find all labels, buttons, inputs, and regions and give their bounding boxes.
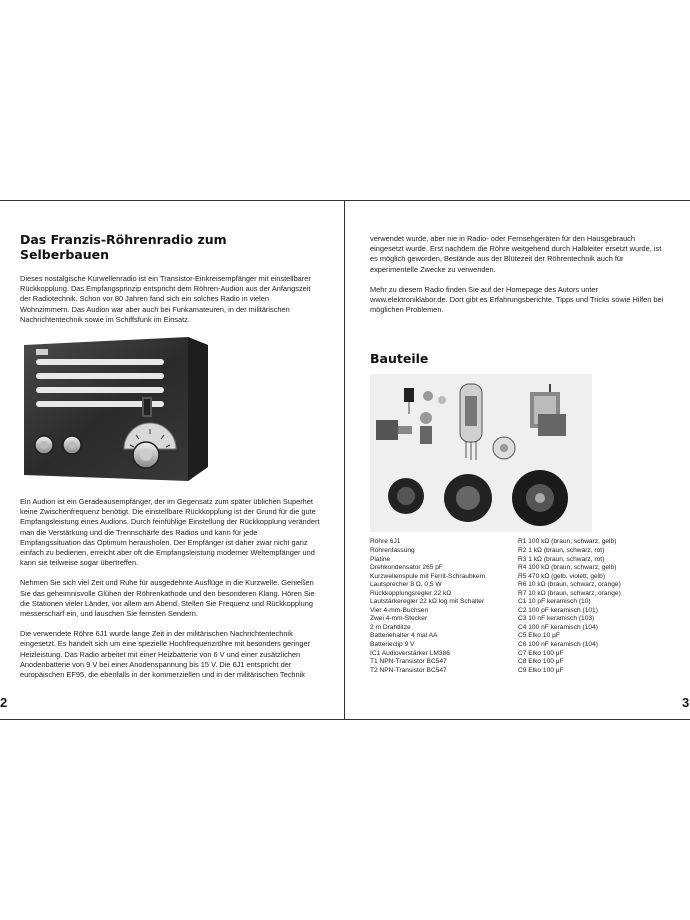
list-item: Lautsprecher 8 Ω, 0,5 W: [370, 581, 442, 589]
page-number-right: 3: [682, 695, 690, 710]
list-item: C9 Elko 100 µF: [518, 666, 564, 674]
list-item: C1 10 pF keramisch (10): [518, 598, 591, 606]
list-item: R1 100 kΩ (braun, schwarz, gelb): [518, 538, 617, 546]
list-item: R6 10 kΩ (braun, schwarz, orange): [518, 581, 621, 589]
list-item: Rückkopplungsregler 22 kΩ: [370, 589, 452, 597]
list-item: Batteriehalter 4 mal AA: [370, 632, 438, 640]
list-item: R3 1 kΩ (braun, schwarz, rot): [518, 555, 605, 563]
list-item: C8 Elko 100 µF: [518, 658, 564, 666]
right-page: [370, 234, 670, 675]
list-item: Kurzwellenspule mit Ferrit-Schraubkern: [370, 572, 486, 580]
parts-list: [370, 538, 670, 675]
list-item: R2 1 kΩ (braun, schwarz, rot): [518, 546, 605, 554]
section-title-bauteile: Bauteile: [370, 351, 429, 367]
body-paragraph-3: Die verwendete Röhre 6J1 wurde lange Zeit in der militärischen Nachrichtentechnik eingesetzt. Es handelt sich um eine spezielle Hochfrequenzröhre mit besonders geringer Heizleistung. Das Radio arbeitet mit einer Heizbatterie von 6 V und einer zusätzlichen Anodenbatterie von 9 V bei einer Anodenspannung bis 15 V. Die 6J1 entspricht der europäischen EF95, die ebenfalls in der kommerziellen und in der militärischen Technik: [20, 629, 311, 680]
list-item: Röhrenfassung: [370, 546, 415, 554]
page-title: Das Franzis-Röhrenradio zum Selberbauen: [20, 232, 227, 262]
list-item: C2 100 pF keramisch (101): [518, 606, 598, 614]
parts-list-right: [518, 538, 668, 675]
page-number-left: 2: [0, 695, 8, 710]
body-paragraph-2: Nehmen Sie sich viel Zeit und Ruhe für ausgedehnte Ausflüge in die Kurzwelle. Genießen Sie das geheimnisvolle Glühen der Röhrenkathode und den besonderen Klang. Hören Sie die Stationen vieler Länder, vor allem am Abend. Stellen Sie Frequenz und Rückkopplung messerscharf ein, und lauschen Sie fernsten Sendern.: [20, 578, 315, 619]
list-item: C3 10 nF keramisch (103): [518, 615, 595, 623]
intro-paragraph: Dieses nostalgische Kurwellenradio ist ein Transistor-Einkreisempfänger mit einstellbarer Rückkopplung. Das Empfangsprinzip entspricht dem Röhren-Audion aus der Anfangszeit der Radiotechnik. Schon vor 80 Jahren fand sich ein solches Radio in vielen Wohnzimmern. Das Audion war aber auch bei Funkamateuren, in der militärischen Nachrichtentechnik sowie im Schiffsfunk im Einsatz.: [20, 274, 311, 324]
list-item: R4 100 kΩ (braun, schwarz, gelb): [518, 564, 617, 572]
list-item: C4 100 nF keramisch (104): [518, 623, 598, 631]
radio-illustration: [20, 335, 210, 485]
list-item: Platine: [370, 555, 391, 563]
list-item: IC1 Audioverstärker LM386: [370, 649, 450, 657]
list-item: C7 Elko 100 µF: [518, 649, 564, 657]
list-item: Röhre 6J1: [370, 538, 401, 546]
list-item: Batterieclip 9 V: [370, 640, 415, 648]
homepage-paragraph: Mehr zu diesem Radio finden Sie auf der Homepage des Autors unter www.elektroniklabor.de. Dort gibt es Erfahrungsberichte, Tipps und Tricks sowie Hilfen bei möglichen Problemen.: [370, 284, 664, 315]
radio-photo: [20, 335, 210, 485]
list-item: Drehkondensator 265 pF: [370, 564, 443, 572]
list-item: R5 470 kΩ (gelb, violett, gelb): [518, 572, 606, 580]
book-spine: [344, 200, 345, 720]
top-border-line: [0, 200, 690, 201]
list-item: C5 Elko 10 µF: [518, 632, 560, 640]
list-item: C6 100 nF keramisch (104): [518, 640, 598, 648]
body-paragraph-1: Ein Audion ist ein Geradeausempfänger, der im Gegensatz zum später üblichen Superhet keine Zwischenfrequenz benötigt. Die einstellbare Rückkopplung ist der Grund für die gute Empfangsleistung eines Audions. Durch feinfühlige Einstellung der Rückkopplung verändert man die Verstärkung und die Trennschärfe des Radios und kann für jede Empfangssituation das Optimum herausholen. Der Empfänger ist daher zwar nicht ganz einfach zu bedienen, erreicht aber oft die Empfangsleistung moderner Weltempfänger und kann sie teilweise sogar übertreffen.: [20, 497, 320, 568]
list-item: Lautstärkeregler 22 kΩ log mit Schalter: [370, 598, 485, 606]
list-item: T1 NPN-Transistor BC547: [370, 658, 447, 666]
list-item: Zwei 4-mm-Stecker: [370, 615, 428, 623]
parts-list-left: [370, 538, 518, 675]
list-item: Vier 4-mm-Buchsen: [370, 606, 429, 614]
parts-photo: [370, 374, 592, 532]
list-item: R7 10 kΩ (braun, schwarz, orange): [518, 589, 621, 597]
continued-paragraph: verwendet wurde, aber nie in Radio- oder Fernsehgeräten für den Hausgebrauch eingesetzt wurde. Erst nachdem die Röhre weitgehend durch Halbleiter ersetzt wurde, ist es möglich geworden, Bestände aus der Blütezeit der Röhrentechnik auch für experimentelle Zwecke zu verwenden.: [370, 234, 662, 274]
parts-illustration: [370, 374, 592, 532]
bottom-border-line: [0, 719, 690, 720]
left-page: [20, 232, 320, 690]
list-item: 2 m Drahtlitze: [370, 623, 411, 631]
list-item: T2 NPN-Transistor BC547: [370, 666, 447, 674]
